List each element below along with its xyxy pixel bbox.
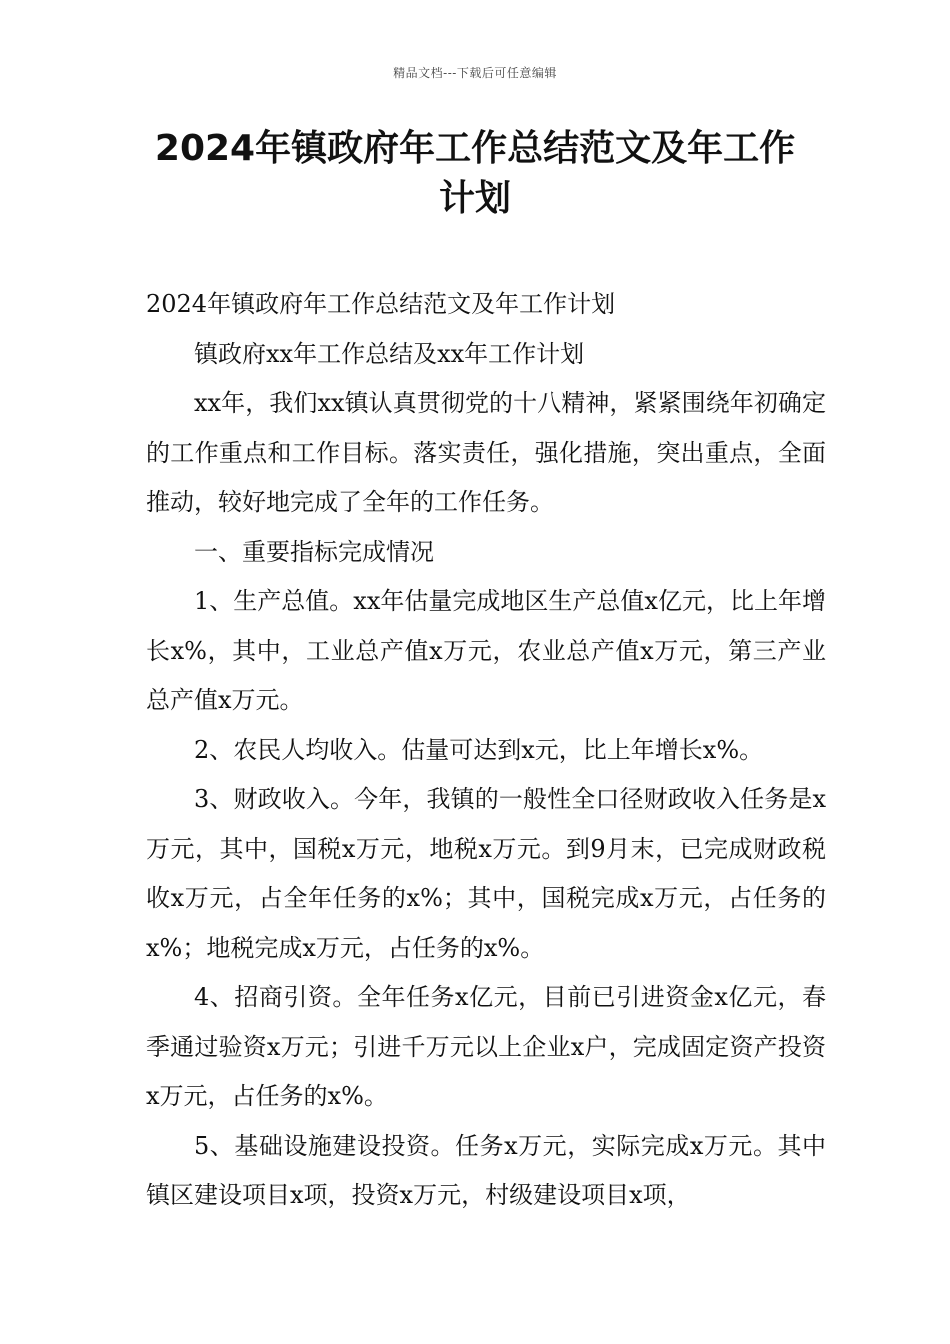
body-paragraph-item-5: 5、基础设施建设投资。任务x万元，实际完成x万元。其中镇区建设项目x项，投资x万元，村级建设项目x项， <box>146 1131 826 1209</box>
document-title <box>120 124 830 224</box>
body-paragraph-item-2: 2、农民人均收入。估量可达到x元，比上年增长x%。 <box>194 735 764 764</box>
document-title-line-1: 2024年镇政府年工作总结范文及年工作 <box>154 128 796 169</box>
body-paragraph-item-3: 3、财政收入。今年，我镇的一般性全口径财政收入任务是x万元，其中，国税x万元，地税x万元。到9月末，已完成财政税收x万元，占全年任务的x%；其中，国税完成x万元，占任务的x%；地税完成x万元，占任务的x%。 <box>146 785 826 962</box>
body-paragraph-heading: 镇政府xx年工作总结及xx年工作计划 <box>194 339 585 368</box>
document-title-line-2: 计划 <box>438 178 511 219</box>
section-heading-1: 一、重要指标完成情况 <box>194 537 434 566</box>
body-paragraph-item-4: 4、招商引资。全年任务x亿元，目前已引进资金x亿元，春季通过验资x万元；引进千万元以上企业x户，完成固定资产投资x万元，占任务的x%。 <box>146 983 826 1110</box>
body-paragraph-intro: xx年，我们xx镇认真贯彻党的十八精神，紧紧围绕年初确定的工作重点和工作目标。落实责任，强化措施，突出重点，全面推动，较好地完成了全年的工作任务。 <box>146 389 826 516</box>
document-body <box>146 280 826 1221</box>
body-paragraph-item-1: 1、生产总值。xx年估量完成地区生产总值x亿元，比上年增长x%，其中，工业总产值x万元，农业总产值x万元，第三产业总产值x万元。 <box>146 587 826 714</box>
body-paragraph-subtitle: 2024年镇政府年工作总结范文及年工作计划 <box>146 290 616 318</box>
page-header: 精品文档---下载后可任意编辑 <box>393 66 557 80</box>
